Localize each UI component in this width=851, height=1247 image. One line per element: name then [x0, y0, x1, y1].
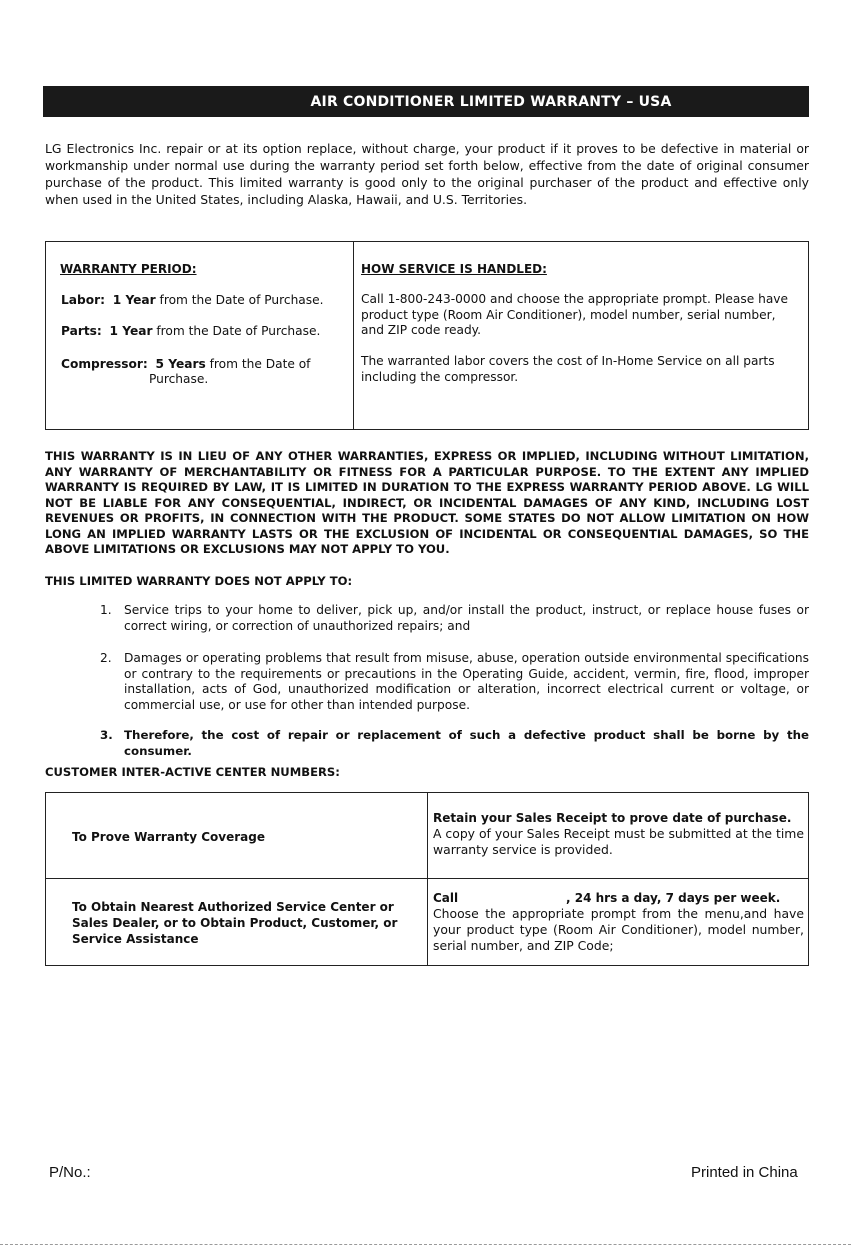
- legal-disclaimer: THIS WARRANTY IS IN LIEU OF ANY OTHER WARRANTIES, EXPRESS OR IMPLIED, INCLUDING WITHOUT LIMITATION, ANY WARRANTY OF MERCHANTABILITY OR FITNESS FOR A PARTICULAR PURPOSE. TO THE EXTENT ANY IMPLIED WARRANTY IS REQUIRED BY LAW, IT IS LIMITED IN DURATION TO THE EXPRESS WARRANTY PERIOD ABOVE. LG WILL NOT BE LIABLE FOR ANY CONSEQUENTIAL, INDIRECT, OR INCIDENTAL DAMAGES OF ANY KIND, INCLUDING LOST REVENUES OR PROFITS, IN CONNECTION WITH THE PRODUCT. SOME STATES DO NOT ALLOW LIMITATION ON HOW LONG AN IMPLIED WARRANTY LASTS OR THE EXCLUSION OF INCIDENTAL OR CONSEQUENTIAL DAMAGES, SO THE ABOVE LIMITATIONS OR EXCLUSIONS MAY NOT APPLY TO YOU.: [45, 449, 809, 556]
- row1-left-label: To Prove Warranty Coverage: [72, 830, 265, 844]
- printed-in-label: Printed in China: [691, 1164, 798, 1181]
- labor-row: [61, 293, 324, 309]
- labor-rest: from the Date of Purchase.: [159, 293, 324, 307]
- row2-text: Choose the appropriate prompt from the menu,and have your product type (Room Air Conditioner), model number, serial number, and ZIP Code;: [433, 906, 804, 953]
- service-heading: HOW SERVICE IS HANDLED:: [361, 262, 547, 276]
- parts-row: [61, 324, 320, 340]
- exclusion-item-3: [100, 728, 809, 759]
- centers-table-row-divider: [45, 878, 809, 879]
- row2-hours: , 24 hrs a day, 7 days per week.: [566, 891, 781, 905]
- parts-rest: from the Date of Purchase.: [156, 324, 321, 338]
- cut-line: [0, 1244, 851, 1245]
- intro-paragraph: LG Electronics Inc. repair or at its option replace, without charge, your product if it proves to be defective in material or workmanship under normal use during the warranty period set forth below, effective from the date of original consumer purchase of the product. This limited warranty is good only to the original purchaser of the product and effective only when used in the United States, including Alaska, Hawaii, and U.S. Territories.: [45, 141, 809, 207]
- row1-right-bold: Retain your Sales Receipt to prove date of purchase.: [433, 811, 792, 825]
- centers-heading: CUSTOMER INTER-ACTIVE CENTER NUMBERS:: [45, 765, 340, 779]
- labor-label: Labor:: [61, 293, 105, 307]
- page-title: AIR CONDITIONER LIMITED WARRANTY – USA: [310, 93, 672, 110]
- exclusions-heading: THIS LIMITED WARRANTY DOES NOT APPLY TO:: [45, 574, 353, 588]
- centers-table-divider: [427, 792, 428, 966]
- exclusion-number-1: 1.: [100, 603, 112, 617]
- part-number-label: P/No.:: [49, 1164, 91, 1181]
- warranty-period-heading: WARRANTY PERIOD:: [60, 262, 197, 276]
- title-banner: [43, 86, 809, 117]
- warranty-table-divider: [353, 241, 354, 430]
- row2-left-label: To Obtain Nearest Authorized Service Center or Sales Dealer, or to Obtain Product, Customer, or Service Assistance: [72, 900, 398, 946]
- parts-term: 1 Year: [109, 324, 153, 338]
- row2-call: Call: [433, 891, 459, 905]
- exclusion-number-2: 2.: [100, 651, 112, 665]
- compressor-term: 5 Years: [155, 357, 206, 371]
- service-paragraph-2: The warranted labor covers the cost of In-Home Service on all parts including the compressor.: [361, 354, 775, 384]
- exclusion-text-2: Damages or operating problems that result from misuse, abuse, operation outside environmental specifications or contrary to the requirements or precautions in the Operating Guide, accident, vermin, fire, flood, improper installation, acts of God, unauthorized modification or alteration, incorrect electrical current or voltage, or commercial use, or use for other than intended purpose.: [124, 651, 809, 712]
- compressor-row: [61, 357, 310, 373]
- compressor-rest: from the Date of: [209, 357, 311, 371]
- exclusion-number-3: 3.: [100, 728, 113, 742]
- exclusion-text-3: Therefore, the cost of repair or replacement of such a defective product shall be borne by the consumer.: [124, 728, 809, 758]
- parts-label: Parts:: [61, 324, 102, 338]
- labor-term: 1 Year: [112, 293, 156, 307]
- row1-right-text: A copy of your Sales Receipt must be submitted at the time warranty service is provided.: [433, 826, 804, 857]
- exclusion-item-1: [100, 603, 809, 634]
- exclusion-text-1: Service trips to your home to deliver, pick up, and/or install the product, instruct, or replace house fuses or correct wiring, or correction of unauthorized repairs; and: [124, 603, 809, 633]
- exclusion-item-2: [100, 651, 809, 713]
- service-paragraph-1: Call 1-800-243-0000 and choose the appropriate prompt. Please have product type (Room Air Conditioner), model number, serial number, and ZIP code ready.: [361, 292, 789, 337]
- compressor-rest-2: Purchase.: [149, 372, 209, 386]
- compressor-label: Compressor:: [61, 357, 148, 371]
